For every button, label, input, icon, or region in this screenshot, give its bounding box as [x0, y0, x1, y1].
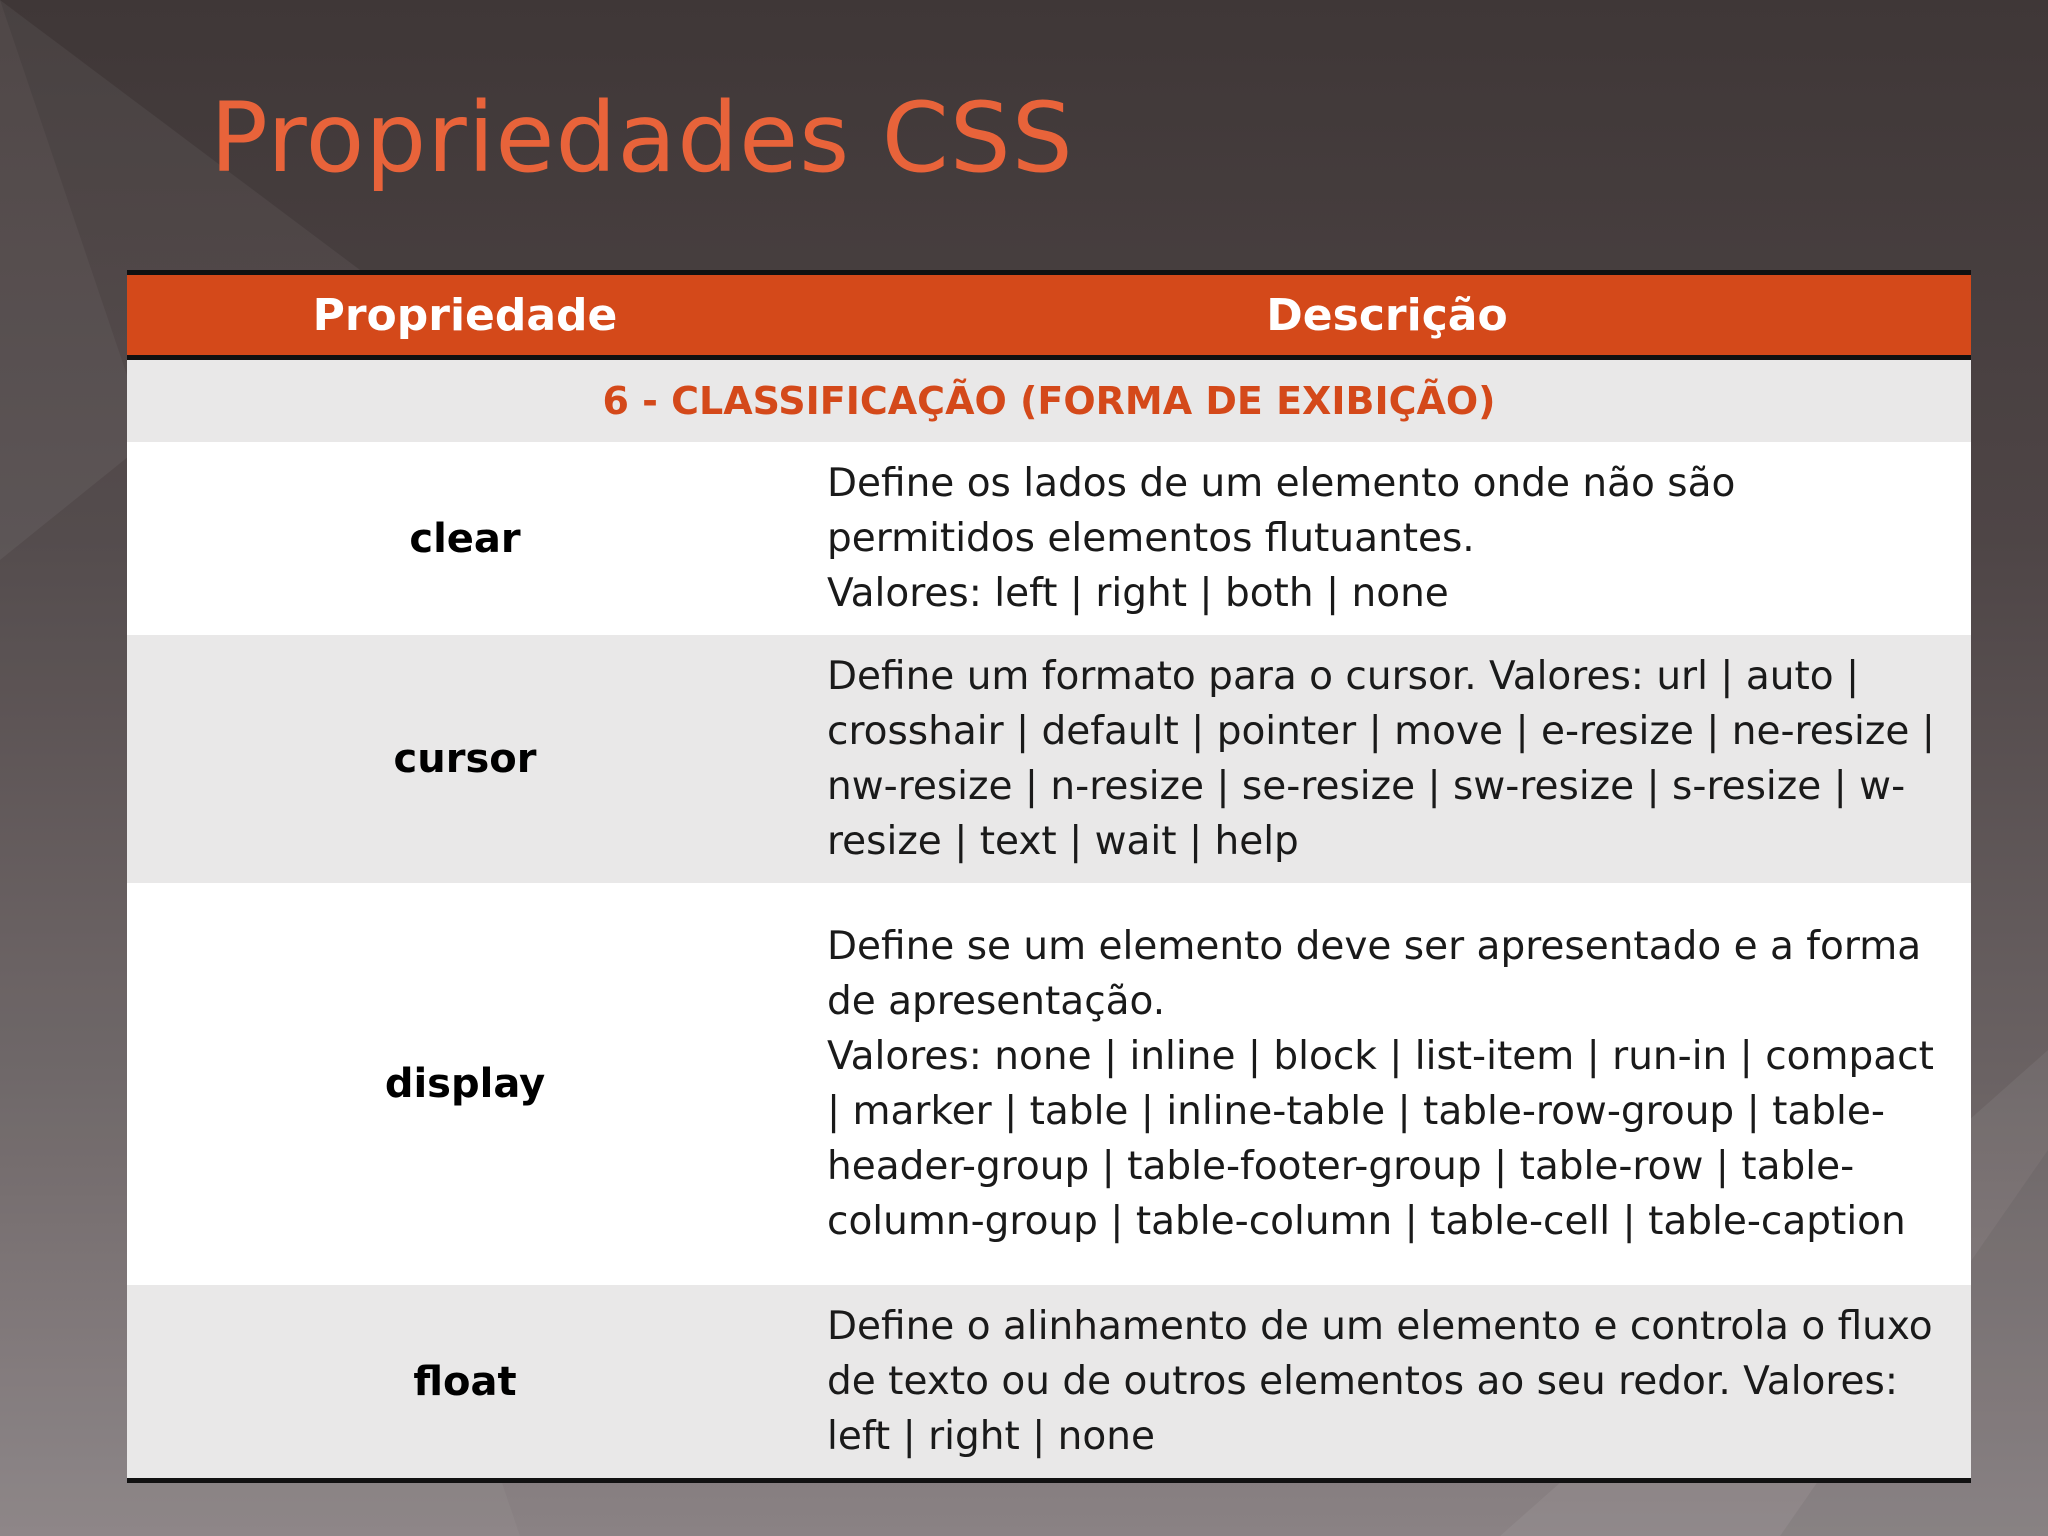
properties-table: [127, 275, 1971, 1478]
table-row: [127, 1285, 1971, 1478]
property-description: [803, 635, 1971, 883]
description-text: Define o alinhamento de um elemento e controla o fluxo de texto ou de outros elementos ao seu redor. Valores: left | right | none: [827, 1304, 1933, 1459]
section-title: 6 - CLASSIFICAÇÃO (FORMA DE EXIBIÇÃO): [127, 358, 1971, 443]
values-text: Valores: none | inline | block | list-item | run-in | compact | marker | table | inline-table | table-row-group | table-header-group | table-footer-group | table-row | table-column-group | table-column | table-cell | table-caption: [827, 1034, 1934, 1244]
table-row: [127, 635, 1971, 883]
property-description: [803, 1285, 1971, 1478]
property-name: display: [127, 883, 803, 1285]
slide-title: Propriedades CSS: [210, 82, 1074, 194]
property-description: [803, 442, 1971, 635]
property-description: [803, 883, 1971, 1285]
section-row: [127, 358, 1971, 443]
property-name: cursor: [127, 635, 803, 883]
table-row: [127, 442, 1971, 635]
css-properties-table: [127, 270, 1971, 1483]
table-row: [127, 883, 1971, 1285]
header-property: Propriedade: [127, 275, 803, 358]
property-name: clear: [127, 442, 803, 635]
table-header-row: [127, 275, 1971, 358]
values-text: Valores: left | right | both | none: [827, 571, 1449, 616]
description-text: Define os lados de um elemento onde não são permitidos elementos flutuantes.: [827, 461, 1736, 561]
description-text: Define um formato para o cursor. Valores: url | auto | crosshair | default | pointer | move | e-resize | ne-resize | nw-resize | n-resize | se-resize | sw-resize | s-resize | w-resize | text | wait | help: [827, 654, 1935, 864]
property-name: float: [127, 1285, 803, 1478]
header-description: Descrição: [803, 275, 1971, 358]
description-text: Define se um elemento deve ser apresentado e a forma de apresentação.: [827, 924, 1922, 1024]
